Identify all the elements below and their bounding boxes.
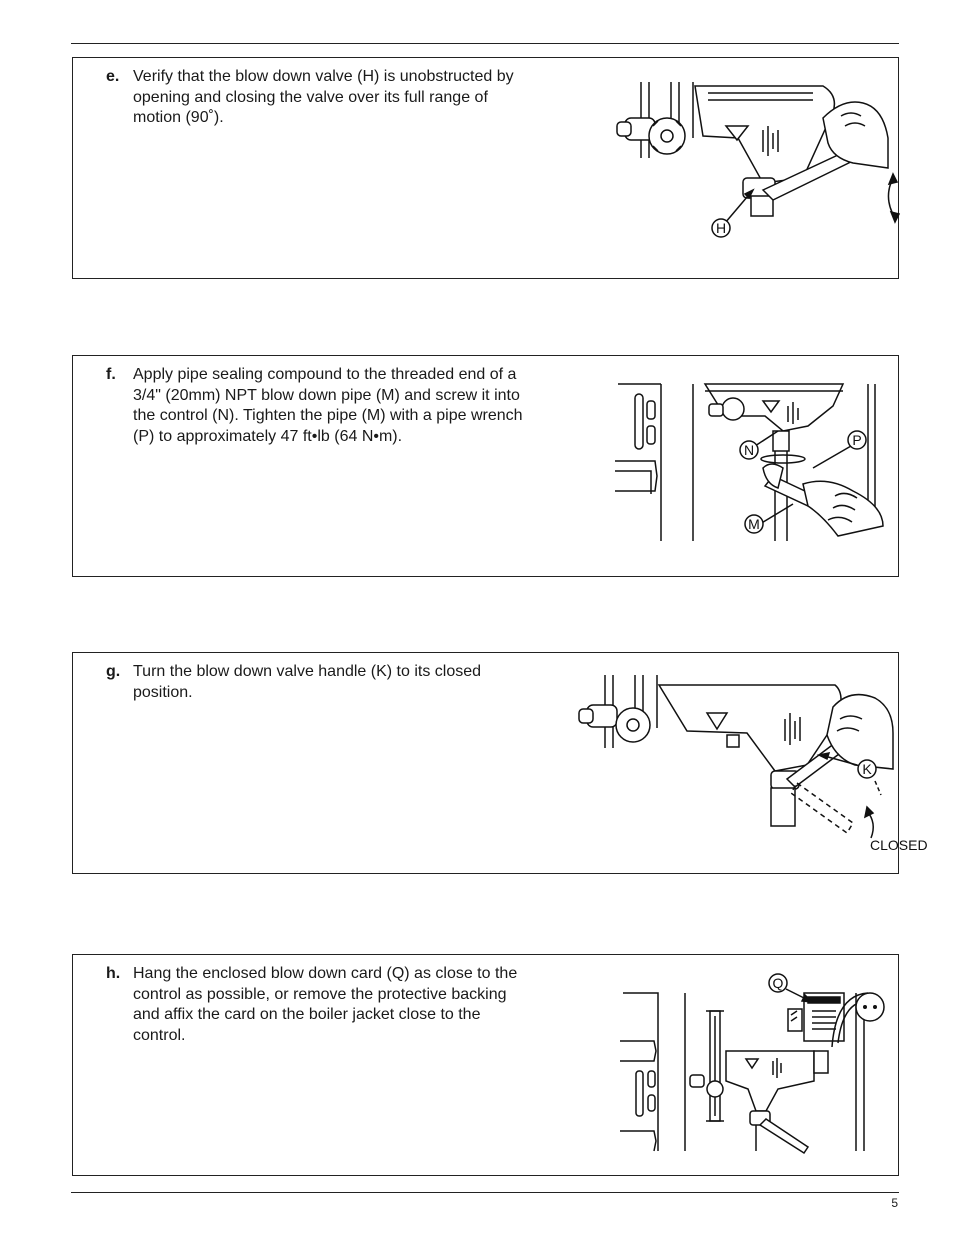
callout-k: K bbox=[862, 761, 872, 777]
step-letter: h. bbox=[106, 965, 121, 982]
pipe-wrench-illustration bbox=[613, 376, 893, 546]
step-h-box bbox=[72, 954, 899, 1176]
closed-position-label: CLOSED bbox=[870, 837, 928, 853]
valve-illustration bbox=[613, 78, 893, 243]
step-e-box bbox=[72, 57, 899, 279]
step-letter: f. bbox=[106, 366, 116, 383]
step-h-text-block bbox=[106, 964, 536, 1046]
step-instruction: Apply pipe sealing compound to the threaded end of a 3/4" (20mm) NPT blow down pipe (M) and screw it into the control (N). Tighten the pipe (M) with a pipe wrench (P) to approximately 47 ft•lb (64 N•m). bbox=[133, 366, 523, 445]
page-number: 5 bbox=[891, 1196, 898, 1210]
step-letter: e. bbox=[106, 68, 120, 85]
step-e-text-block bbox=[106, 67, 536, 129]
callout-n: N bbox=[743, 442, 755, 458]
step-f-text-block bbox=[106, 365, 536, 447]
step-instruction: Hang the enclosed blow down card (Q) as close to the control as possible, or remove the protective backing and affix the card on the boiler jacket close to the control. bbox=[133, 965, 518, 1044]
callout-p: P bbox=[852, 432, 862, 448]
step-f-box bbox=[72, 355, 899, 577]
step-g-box bbox=[72, 652, 928, 874]
blow-down-card-illustration bbox=[618, 971, 878, 1161]
step-g-text-block bbox=[106, 662, 536, 703]
callout-m: M bbox=[748, 516, 760, 532]
top-rule bbox=[71, 43, 899, 44]
step-instruction: Verify that the blow down valve (H) is unobstructed by opening and closing the valve over its full range of motion (90˚). bbox=[133, 68, 514, 126]
bottom-rule bbox=[71, 1192, 899, 1193]
callout-q: Q bbox=[772, 975, 784, 991]
valve-handle-illustration bbox=[575, 673, 928, 863]
step-instruction: Turn the blow down valve handle (K) to its closed position. bbox=[133, 663, 482, 701]
callout-h: H bbox=[715, 220, 727, 236]
step-letter: g. bbox=[106, 663, 121, 680]
